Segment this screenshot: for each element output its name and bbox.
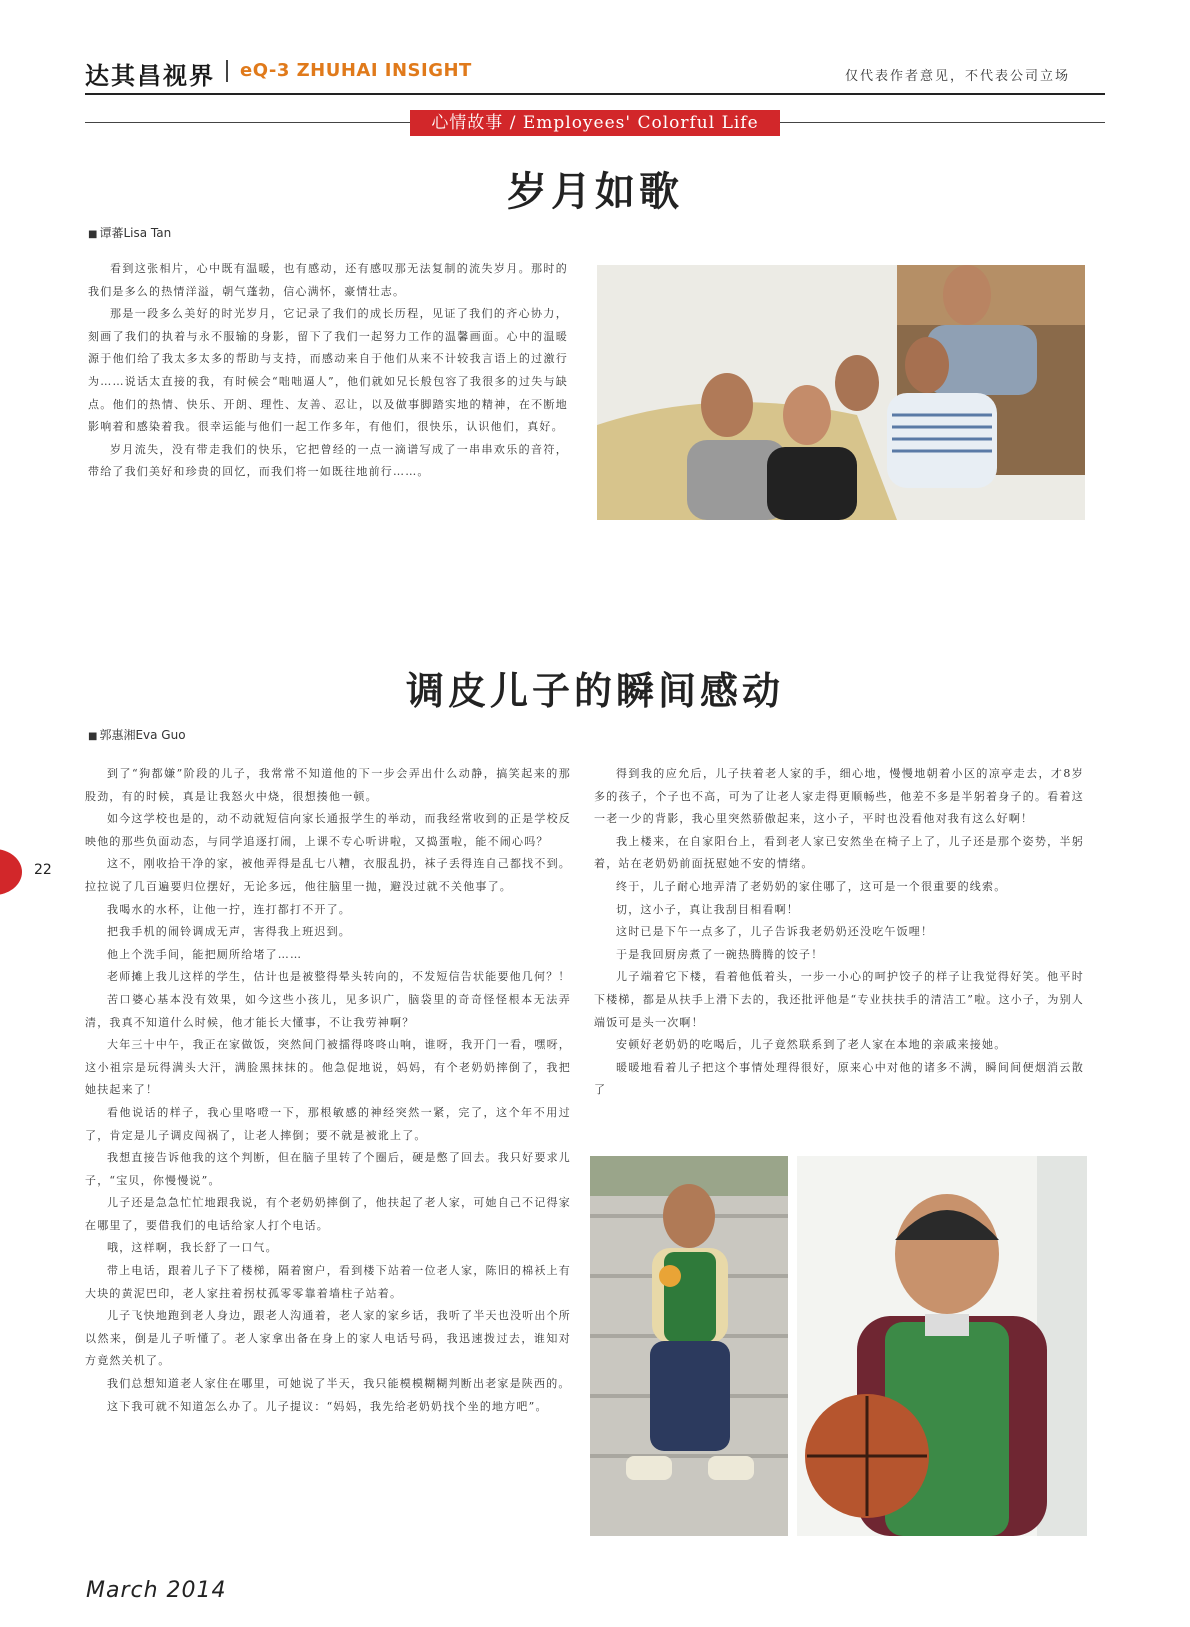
disclaimer: 仅代表作者意见，不代表公司立场: [844, 69, 1070, 84]
paragraph: 老师摊上我儿这样的学生，估计也是被整得晕头转向的，不发短信告状能要他几何？！: [107, 970, 571, 984]
paragraph: 哦，这样啊，我长舒了一口气。: [107, 1241, 278, 1255]
paragraph: 这下我可就不知道怎么办了。儿子提议：“妈妈，我先给老奶奶找个坐的地方吧”。: [107, 1399, 548, 1413]
magazine-title-en: eQ-3 ZHUHAI INSIGHT: [240, 60, 472, 81]
group-photo-art: [597, 265, 1085, 520]
article2-column-right: [594, 763, 1084, 1102]
boy-on-steps-art: [590, 1156, 788, 1536]
paragraph: 儿子飞快地跑到老人身边，跟老人沟通着，老人家的家乡话，我听了半天也没听出个所以然来，倒是儿子听懂了。老人家拿出备在身上的家人电话号码，我迅速拨过去，谁知对方竟然关机了。: [85, 1309, 571, 1368]
section-banner: 心情故事 / Employees' Colorful Life: [410, 110, 780, 136]
header-separator: [226, 60, 228, 82]
paragraph: 切，这小子，真让我刮目相看啊！: [616, 902, 799, 916]
paragraph: 岁月流失，没有带走我们的快乐，它把曾经的一点一滴谱写成了一串串欢乐的音符，带给了我们美好和珍贵的回忆，而我们将一如既往地前行……。: [88, 442, 568, 479]
paragraph: 带上电话，跟着儿子下了楼梯，隔着窗户，看到楼下站着一位老人家，陈旧的棉袄上有大块的黄泥巴印，老人家拄着拐杖孤零零靠着墙柱子站着。: [85, 1264, 571, 1300]
paragraph: 苦口婆心基本没有效果，如今这些小孩儿，见多识广，脑袋里的奇奇怪怪根本无法弄清，我真不知道什么时候，他才能长大懂事，不让我劳神啊？: [85, 992, 571, 1029]
article2-title: 调皮儿子的瞬间感动: [405, 668, 784, 713]
magazine-title: 达其昌视界: [85, 61, 215, 90]
paragraph: 他上个洗手间，能把厕所给堵了……: [107, 947, 303, 961]
paragraph: 我喝水的水杯，让他一拧，连打都打不开了。: [107, 902, 351, 916]
paragraph: 得到我的应允后，儿子扶着老人家的手，细心地，慢慢地朝着小区的凉亭走去，才8岁多的孩子，个子也不高，可为了让老人家走得更顺畅些，他差不多是半躬着身子的。看着这一老一少的背影，我心里突然骄傲起来，这小子，平时也没看他对我有这么好啊！: [594, 767, 1084, 826]
boy-with-basketball-art: [797, 1156, 1087, 1536]
paragraph: 暖暖地看着儿子把这个事情处理得很好，原来心中对他的诸多不满，瞬间间便烟消云散了: [594, 1060, 1084, 1097]
page-number: 22: [34, 862, 52, 878]
page-number-tab: [0, 849, 22, 895]
article2-byline: ■ 郭惠湘Eva Guo: [88, 726, 186, 743]
paragraph: 把我手机的闹铃调成无声，害得我上班迟到。: [107, 925, 351, 939]
paragraph: 于是我回厨房煮了一碗热腾腾的饺子！: [616, 947, 824, 961]
paragraph: 大年三十中午，我正在家做饭，突然间门被擂得咚咚山响，谁呀，我开门一看，嘿呀，这小祖宗是玩得满头大汗，满脸黑抹抹的。他急促地说，妈妈，有个老奶奶摔倒了，我把她扶起来了！: [85, 1038, 571, 1097]
article1-byline: ■ 谭蕃Lisa Tan: [88, 224, 171, 241]
article1-title: 岁月如歌: [507, 168, 683, 215]
paragraph: 到了“狗都嫌”阶段的儿子，我常常不知道他的下一步会弄出什么动静，搞笑起来的那股劲，有的时候，真是让我怒火中烧，很想揍他一顿。: [85, 767, 571, 803]
article1-body: [88, 258, 568, 484]
boy-with-basketball-photo: [797, 1156, 1087, 1536]
paragraph: 这时已是下午一点多了，儿子告诉我老奶奶还没吃午饭哩！: [616, 925, 934, 939]
boy-on-steps-photo: [590, 1156, 788, 1536]
paragraph: 看到这张相片，心中既有温暖，也有感动，还有感叹那无法复制的流失岁月。那时的我们是多么的热情洋溢，朝气蓬勃，信心满怀，豪情壮志。: [88, 262, 568, 298]
paragraph: 如今这学校也是的，动不动就短信向家长通报学生的举动，而我经常收到的正是学校反映他的那些负面动态，与同学追逐打闹，上课不专心听讲啦，又捣蛋啦，能不闹心吗？: [85, 812, 571, 848]
issue-date: March 2014: [86, 1578, 227, 1603]
paragraph: 儿子端着它下楼，看着他低着头，一步一小心的呵护饺子的样子让我觉得好笑。他平时下楼梯，都是从扶手上滑下去的，我还批评他是“专业扶扶手的清洁工”啦。这小子，为别人端饭可是头一次啊！: [594, 970, 1084, 1029]
paragraph: 安顿好老奶奶的吃喝后，儿子竟然联系到了老人家在本地的亲戚来接她。: [616, 1038, 1007, 1052]
paragraph: 这不，刚收拾干净的家，被他弄得是乱七八糟，衣服乱扔，袜子丢得连自己都找不到。拉拉说了几百遍要归位摆好，无论多远，他往脑里一抛，避没过就不关他事了。: [85, 857, 571, 893]
paragraph: 那是一段多么美好的时光岁月，它记录了我们的成长历程，见证了我们的齐心协力，刻画了我们的执着与永不服输的身影，留下了我们一起努力工作的温馨画面。心中的温暖源于他们给了我太多太多的帮助与支持，而感动来自于他们从来不计较我言语上的过激行为……说话太直接的我，有时候会“咄咄逼人”，他们就如兄长般包容了我很多的过失与缺点。他们的热情、快乐、开朗、理性、友善、忍让，以及做事脚踏实地的精神，在不断地影响着和感染着我。很幸运能与他们一起工作多年，有他们，很快乐，认识他们，真好。: [88, 307, 568, 434]
paragraph: 我上楼来，在自家阳台上，看到老人家已安然坐在椅子上了，儿子还是那个姿势，半躬着，站在老奶奶前面抚慰她不安的情绪。: [594, 834, 1084, 871]
article2-column-left: [85, 763, 571, 1418]
paragraph: 我们总想知道老人家住在哪里，可她说了半天，我只能模模糊糊判断出老家是陕西的。: [107, 1377, 571, 1391]
paragraph: 看他说话的样子，我心里咯噔一下，那根敏感的神经突然一紧，完了，这个年不用过了，肯定是儿子调皮闯祸了，让老人摔倒；要不就是被讹上了。: [85, 1105, 571, 1142]
paragraph: 我想直接告诉他我的这个判断，但在脑子里转了个圈后，硬是憋了回去。我只好要求儿子，“宝贝，你慢慢说”。: [85, 1151, 571, 1187]
paragraph: 终于，儿子耐心地弄清了老奶奶的家住哪了，这可是一个很重要的线索。: [616, 879, 1007, 893]
header-rule: [85, 93, 1105, 95]
paragraph: 儿子还是急急忙忙地跟我说，有个老奶奶摔倒了，他扶起了老人家，可她自己不记得家在哪里了，要借我们的电话给家人打个电话。: [85, 1196, 571, 1232]
group-photo: [597, 265, 1085, 520]
